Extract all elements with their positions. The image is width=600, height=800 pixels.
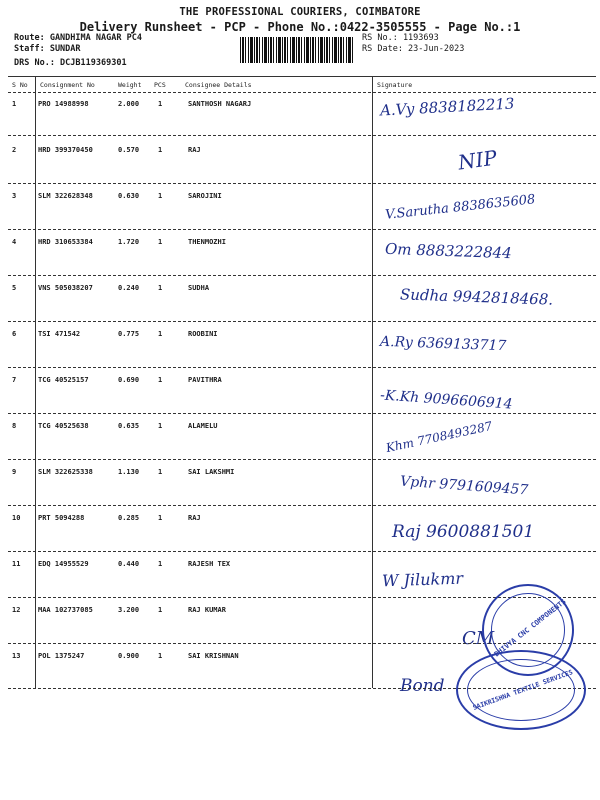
cell-weight: 0.440 [118, 560, 140, 568]
barcode [240, 37, 354, 63]
cell-pcs: 1 [158, 514, 163, 522]
cell-sno: 10 [12, 514, 21, 522]
cell-pcs: 1 [158, 192, 163, 200]
cell-pcs: 1 [158, 238, 163, 246]
cell-sno: 9 [12, 468, 17, 476]
cell-consignment: MAA 102737085 [38, 606, 93, 614]
drs-number: DRS No.: DCJB119369301 [14, 58, 127, 68]
cell-pcs: 1 [158, 652, 163, 660]
cell-sno: 12 [12, 606, 21, 614]
cell-weight: 1.130 [118, 468, 140, 476]
cell-sno: 2 [12, 146, 17, 154]
row-rule [8, 183, 596, 184]
cell-consignee: SAROJINI [188, 192, 222, 200]
cell-pcs: 1 [158, 376, 163, 384]
row-rule [8, 275, 596, 276]
row-rule [8, 367, 596, 368]
cell-consignment: SLM 322625338 [38, 468, 93, 476]
column-header-sno: S No [12, 81, 28, 89]
cell-consignment: HRD 310653384 [38, 238, 93, 246]
cell-sno: 11 [12, 560, 21, 568]
row-rule [8, 505, 596, 506]
signature: Om 8883222844 [384, 239, 513, 263]
cell-consignee: SANTHOSH NAGARJ [188, 100, 252, 108]
signature: NIP [456, 145, 499, 175]
cell-consignment: VNS 505038207 [38, 284, 93, 292]
cell-consignee: ALAMELU [188, 422, 218, 430]
column-header-consignment: Consignment No [40, 81, 95, 89]
table-top-rule [8, 76, 596, 77]
cell-pcs: 1 [158, 468, 163, 476]
cell-consignee: PAVITHRA [188, 376, 222, 384]
signature: Sudha 9942818468. [399, 285, 554, 309]
row-rule [8, 229, 596, 230]
cell-consignment: TCG 40525638 [38, 422, 89, 430]
signature: A.Vy 8838182213 [379, 94, 515, 120]
cell-consignee: RAJ KUMAR [188, 606, 226, 614]
cell-consignee: RAJ [188, 514, 201, 522]
cell-sno: 1 [12, 100, 17, 108]
signature: V.Sarutha 8838635608 [384, 192, 537, 223]
cell-sno: 5 [12, 284, 17, 292]
cell-weight: 0.630 [118, 192, 140, 200]
cell-consignee: SAI KRISHNAN [188, 652, 239, 660]
rs-number: RS No.: 1193693 [362, 33, 439, 43]
rs-block [362, 33, 464, 55]
runsheet-title: THE PROFESSIONAL COURIERS, COIMBATORE [179, 6, 421, 18]
cell-weight: 0.775 [118, 330, 140, 338]
cell-pcs: 1 [158, 146, 163, 154]
cell-consignment: PRO 14988998 [38, 100, 89, 108]
cell-pcs: 1 [158, 560, 163, 568]
cell-consignment: TSI 471542 [38, 330, 81, 338]
stamp-text: DHIVYA CNC COMPONENTS [492, 597, 568, 659]
cell-sno: 13 [12, 652, 21, 660]
column-header-pcs: PCS [154, 81, 166, 89]
cell-sno: 7 [12, 376, 17, 384]
signature: -K.Kh 9096606914 [379, 387, 514, 413]
cell-weight: 0.690 [118, 376, 140, 384]
cell-sno: 8 [12, 422, 17, 430]
cell-consignment: HRD 399370450 [38, 146, 93, 154]
cell-pcs: 1 [158, 422, 163, 430]
cell-consignee: SAI LAKSHMI [188, 468, 235, 476]
cell-weight: 1.720 [118, 238, 140, 246]
header-bottom-rule [8, 92, 596, 93]
cell-weight: 0.570 [118, 146, 140, 154]
staff-label: Staff: SUNDAR [14, 44, 81, 54]
row-rule [8, 413, 596, 414]
runsheet-subtitle: Delivery Runsheet - PCP - Phone No.:0422-3505555 - Page No.:1 [79, 20, 521, 34]
signature: Raj 9600881501 [392, 522, 535, 542]
cell-weight: 0.240 [118, 284, 140, 292]
cell-pcs: 1 [158, 284, 163, 292]
cell-consignment: PRT 5094288 [38, 514, 85, 522]
cell-consignee: ROOBINI [188, 330, 218, 338]
row-rule [8, 321, 596, 322]
route-label: Route: GANDHIMA NAGAR PC4 [14, 33, 142, 43]
cell-weight: 2.000 [118, 100, 140, 108]
signature: W Jilukmr [381, 568, 464, 591]
cell-sno: 4 [12, 238, 17, 246]
cell-pcs: 1 [158, 330, 163, 338]
cell-pcs: 1 [158, 100, 163, 108]
row-rule [8, 135, 596, 136]
stamp-text: SAIKRISHNA TEXTILE SERVICES [471, 668, 574, 712]
column-header-consignee: Consignee Details [185, 81, 252, 89]
signature: Khm 7708493287 [384, 418, 494, 456]
cell-pcs: 1 [158, 606, 163, 614]
cell-consignment: SLM 322628348 [38, 192, 93, 200]
cell-consignment: EDQ 14955529 [38, 560, 89, 568]
cell-weight: 0.900 [118, 652, 140, 660]
column-header-signature: Signature [377, 81, 413, 89]
cell-consignment: POL 1375247 [38, 652, 85, 660]
signature: Bond [400, 676, 445, 696]
cell-weight: 3.200 [118, 606, 140, 614]
cell-consignee: SUDHA [188, 284, 210, 292]
row-rule [8, 551, 596, 552]
cell-consignment: TCG 40525157 [38, 376, 89, 384]
signature: CM [462, 628, 495, 649]
route-staff-block [14, 33, 142, 69]
column-header-weight: Weight [118, 81, 142, 89]
cell-weight: 0.285 [118, 514, 140, 522]
signature: A.Ry 6369133717 [379, 333, 507, 355]
rs-date: RS Date: 23-Jun-2023 [362, 44, 465, 54]
row-rule [8, 459, 596, 460]
signature: Vphr 9791609457 [399, 473, 529, 499]
cell-sno: 3 [12, 192, 17, 200]
cell-consignee: THENMOZHI [188, 238, 226, 246]
cell-consignee: RAJESH TEX [188, 560, 231, 568]
cell-consignee: RAJ [188, 146, 201, 154]
cell-weight: 0.635 [118, 422, 140, 430]
cell-sno: 6 [12, 330, 17, 338]
